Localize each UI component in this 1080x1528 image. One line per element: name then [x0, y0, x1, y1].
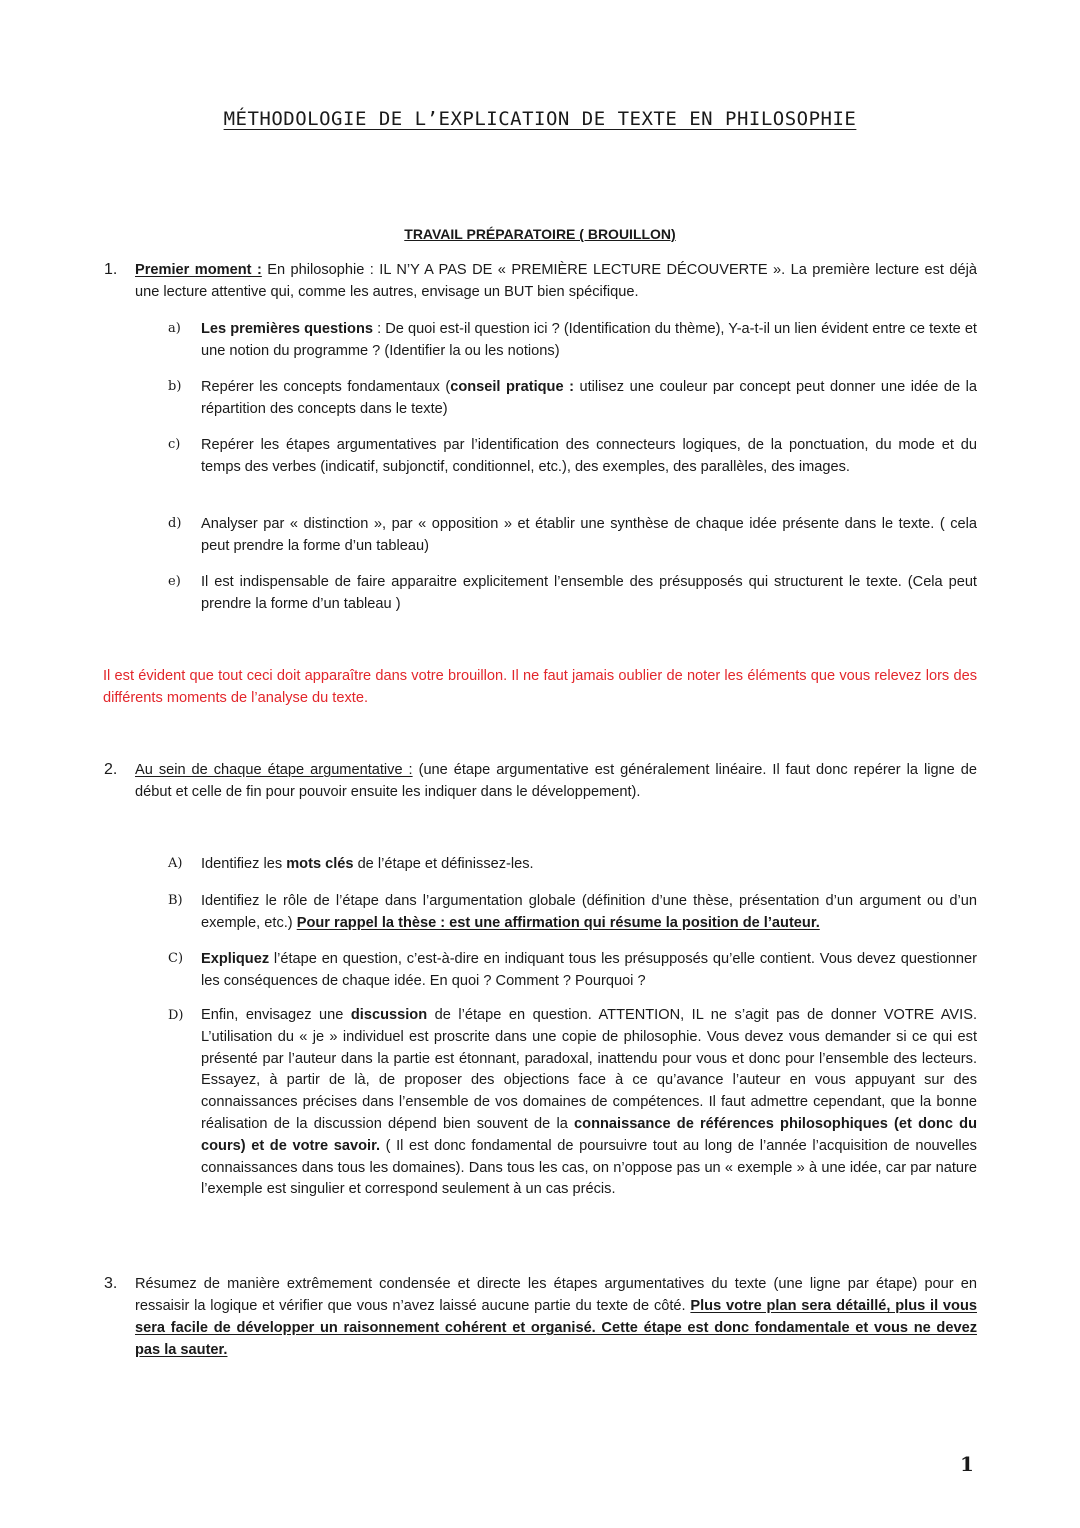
section-3-text: Résumez de manière extrêmement condensée et directe les étapes argumentatives du texte (une ligne par étape) pour en ressaisir la logique et vérifier que vous n’avez laissé aucune partie du texte de côté. — [135, 1276, 977, 1314]
item-A-pre: Identifiez les — [201, 856, 287, 872]
item-d-letter: d) — [168, 516, 182, 531]
section-1-text: En philosophie : IL N’Y A PAS DE « PREMIÈRE LECTURE DÉCOUVERTE ». La première lecture est déjà une lecture attentive qui, comme les autres, envisage un BUT bien spécifique. — [135, 262, 977, 300]
page-number: 1 — [960, 1452, 974, 1476]
section-1-number: 1. — [104, 261, 118, 278]
item-b-post: utilisez une couleur par concept peut donner une idée de la répartition des concepts dans le texte) — [201, 379, 977, 417]
item-a — [201, 318, 977, 362]
item-B-text: Identifiez le rôle de l’étape dans l’argumentation globale (définition d’une thèse, présentation d’un argument ou d’un exemple, etc.) — [201, 893, 977, 931]
item-a-text: : De quoi est-il question ici ? (Identification du thème), Y-a-t-il un lien évident entre ce texte et une notion du programme ? (Identifier la ou les notions) — [201, 321, 977, 359]
item-d: Analyser par « distinction », par « opposition » et établir une synthèse de chaque idée présente dans le texte. ( cela peut prendre la forme d’un tableau) — [201, 516, 977, 554]
section-2-number: 2. — [104, 761, 118, 778]
section-3-number: 3. — [104, 1275, 118, 1292]
item-b — [201, 376, 977, 420]
item-D-bold2: connaissance de références philosophiques (et donc du cours) et de votre savoir. — [201, 1115, 977, 1154]
item-D-bold: discussion — [350, 1007, 428, 1023]
item-b-pre: Repérer les concepts fondamentaux ( — [201, 379, 451, 395]
item-D-mid: de l’étape en question. ATTENTION, IL ne s’agit pas de donner VOTRE AVIS. L’utilisation du « je » individuel est proscrite dans une copie de philosophie. Vous devez vous demander si ce qui est présenté par l’auteur dans la partie est étonnant, paradoxal, inattendu pour vous et donc pour l’ensemble des lecteurs. Essayez, à partir de là, de proposer des objections face à ce qu’avance l’auteur en vous appuyant sur des connaissances précises dans l’ensemble de vos domaines de compétences. Il faut admettre cependant, que la bonne réalisation de la discussion dépend bien souvent de la — [201, 1007, 978, 1132]
item-D-letter: D) — [168, 1008, 184, 1023]
section-2-heading: Au sein de chaque étape argumentative : — [135, 762, 413, 778]
item-b-bold: conseil pratique : — [450, 379, 574, 395]
item-e-letter: e) — [168, 574, 181, 589]
item-C — [201, 948, 977, 992]
item-D-post: ( Il est donc fondamental de poursuivre tout au long de l’année l’acquisition de nouvelles connaissances dans tous les domaines). Dans tous les cas, on n’oppose pas un « exemple » à une idée, car par nature l’exemple est singulier et correspond seulement à un cas précis. — [201, 1137, 977, 1198]
section-2-text: (une étape argumentative est généralement linéaire. Il faut donc repérer la ligne de début et celle de fin pour pouvoir ensuite les indiquer dans le développement). — [135, 762, 977, 800]
item-a-letter: a) — [168, 321, 181, 336]
item-D — [201, 1005, 977, 1201]
section-1-paragraph — [135, 259, 977, 303]
item-b-letter: b) — [168, 379, 182, 394]
item-C-bold: Expliquez — [201, 951, 270, 967]
item-C-text: l’étape en question, c’est-à-dire en indiquant tous les présupposés qu’elle contient. Vous devez questionner les conséquences de chaque idée. En quoi ? Comment ? Pourquoi ? — [201, 951, 977, 989]
page-title: MÉTHODOLOGIE DE L’EXPLICATION DE TEXTE EN PHILOSOPHIE — [223, 108, 857, 130]
item-A-bold: mots clés — [286, 856, 354, 872]
item-c: Repérer les étapes argumentatives par l’identification des connecteurs logiques, de la ponctuation, du mode et du temps des verbes (indicatif, subjonctif, conditionnel, etc.), des exemples, des parallèles, des images. — [201, 437, 977, 475]
item-A-post: de l’étape et définissez-les. — [353, 856, 534, 872]
brouillon-warning: Il est évident que tout ceci doit apparaître dans votre brouillon. Il ne faut jamais oublier de noter les éléments que vous relevez lors des différents moments de l’analyse du texte. — [103, 668, 977, 706]
section-3-emphasis: Plus votre plan sera détaillé, plus il vous sera facile de développer un raisonnement cohérent et organisé. Cette étape est donc fondamentale et vous ne devez pas la sauter. — [135, 1298, 977, 1358]
item-D-pre: Enfin, envisagez une — [201, 1007, 351, 1023]
item-C-letter: C) — [168, 951, 184, 966]
section-2-paragraph — [135, 759, 977, 803]
item-e: Il est indispensable de faire apparaitre explicitement l’ensemble des présupposés qui structurent le texte. (Cela peut prendre la forme d’un tableau ) — [201, 574, 977, 612]
item-A-letter: A) — [168, 856, 183, 871]
thesis-reminder: Pour rappel la thèse : est une affirmation qui résume la position de l’auteur. — [296, 915, 820, 931]
item-B — [201, 890, 977, 934]
section-3-paragraph — [135, 1273, 977, 1361]
section-subtitle: TRAVAIL PRÉPARATOIRE ( BROUILLON) — [404, 226, 676, 242]
item-a-bold: Les premières questions — [201, 321, 373, 337]
item-A — [201, 853, 977, 875]
item-c-letter: c) — [168, 437, 181, 452]
item-B-letter: B) — [168, 893, 183, 908]
section-1-heading: Premier moment : — [135, 262, 262, 278]
